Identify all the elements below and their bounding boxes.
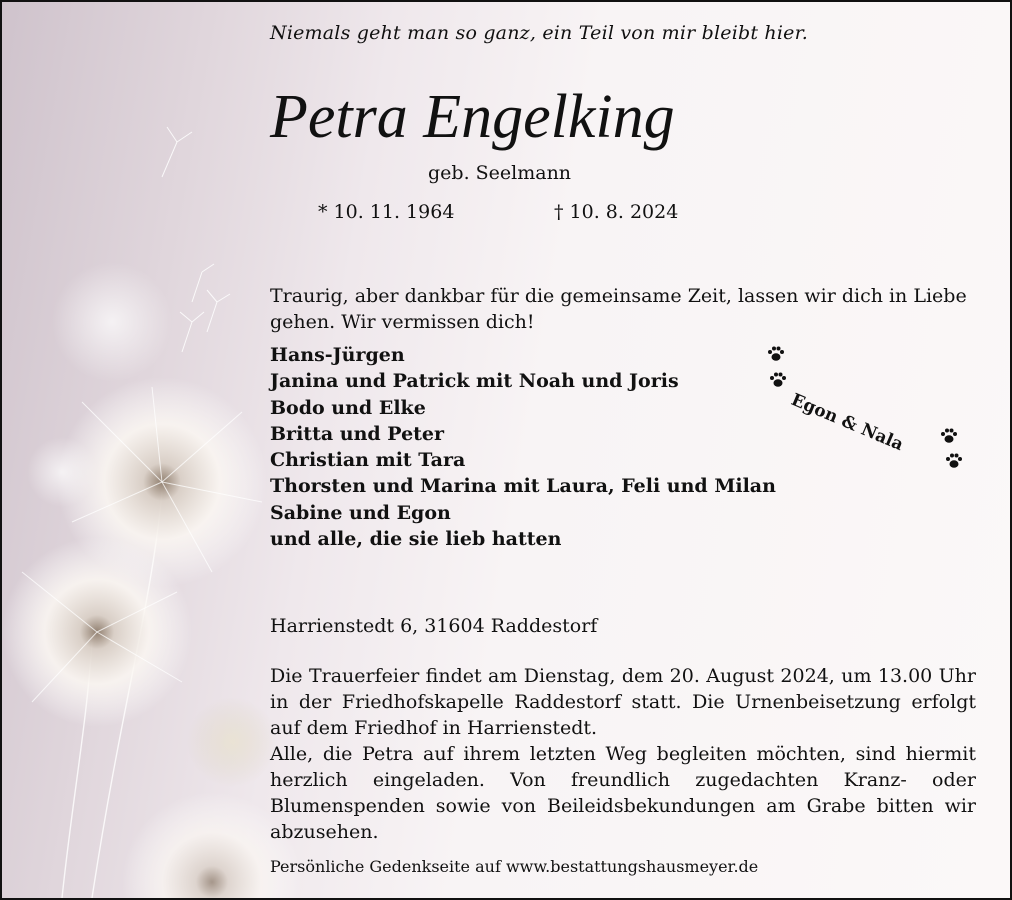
mourner-name: Thorsten und Marina mit Laura, Feli und Milan xyxy=(270,475,776,498)
mourner-name: Janina und Patrick mit Noah und Joris xyxy=(270,370,679,393)
maiden-name: geb. Seelmann xyxy=(428,162,572,184)
paw-print-icon xyxy=(939,426,959,446)
paw-print-icon xyxy=(944,451,964,471)
service-info: Die Trauerfeier findet am Dienstag, dem 20. August 2024, um 13.00 Uhr in der Friedhofskapelle Raddestorf statt. Die Urnenbeisetzung erfolgt auf dem Friedhof in Harrienstedt. xyxy=(270,665,976,739)
mourner-name: Bodo und Elke xyxy=(270,396,426,419)
memorial-website: Persönliche Gedenkseite auf www.bestattungshausmeyer.de xyxy=(270,857,759,876)
intro-text: Traurig, aber dankbar für die gemeinsame Zeit, lassen wir dich in Liebe gehen. Wir vermissen dich! xyxy=(270,285,967,333)
family-address: Harrienstedt 6, 31604 Raddestorf xyxy=(270,615,598,637)
mourner-name: Sabine und Egon xyxy=(270,501,451,524)
mourner-name: Hans-Jürgen xyxy=(270,344,405,366)
deceased-name: Petra Engelking xyxy=(270,83,675,151)
funeral-details xyxy=(270,663,976,845)
pets-names: Egon & Nala xyxy=(788,390,907,456)
mourner-name: und alle, die sie lieb hatten xyxy=(270,528,562,551)
death-date: † 10. 8. 2024 xyxy=(554,201,679,223)
mourner-name: Christian mit Tara xyxy=(270,449,466,472)
paw-print-icon xyxy=(768,370,788,390)
paw-print-icon xyxy=(766,344,786,364)
birth-date: * 10. 11. 1964 xyxy=(318,201,455,223)
invitation-text: Alle, die Petra auf ihrem letzten Weg begleiten möchten, sind hiermit herzlich eingeladen. Von freundlich zugedachten Kranz- oder Blumenspenden sowie von Beileidsbekundungen am Grabe bitten wir abzusehen. xyxy=(270,743,976,843)
motto-quote: Niemals geht man so ganz, ein Teil von mir bleibt hier. xyxy=(270,22,809,44)
mourner-name: Britta und Peter xyxy=(270,422,445,445)
mourners-list xyxy=(270,342,776,552)
